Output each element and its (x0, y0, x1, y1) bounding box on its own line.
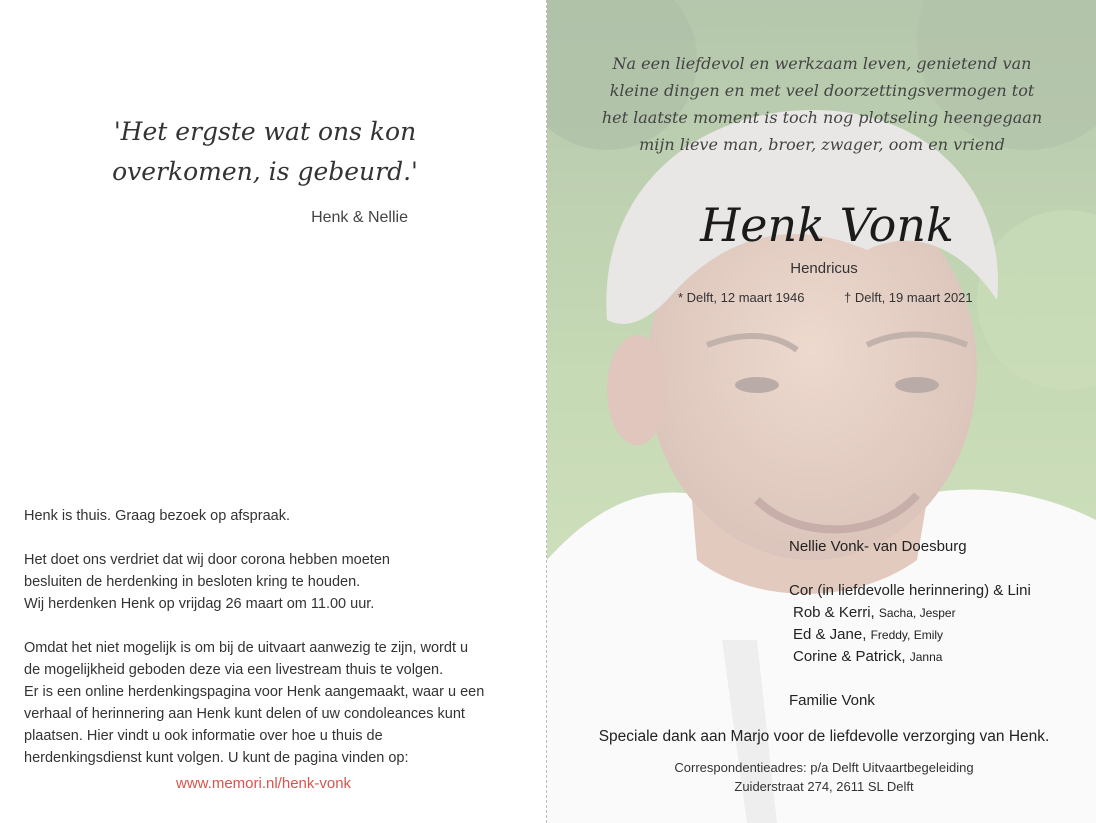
paragraph-line: verhaal of herinnering aan Henk kunt delen of uw condoleances kunt (24, 706, 465, 722)
announcement (547, 0, 1096, 823)
given-name: Hendricus (790, 260, 858, 277)
right-page (547, 0, 1096, 823)
paragraph-line: Wij herdenken Henk op vrijdag 26 maart om 11.00 uur. (24, 596, 375, 612)
left-page (0, 0, 547, 823)
paragraph-line: herdenkingsdienst kunt volgen. U kunt de pagina vinden op: (24, 750, 409, 766)
death-date: † Delft, 19 maart 2021 (844, 290, 973, 305)
quote-signature: Henk & Nellie (311, 209, 408, 226)
livestream-paragraph (24, 637, 524, 769)
corona-paragraph (24, 549, 524, 615)
spouse-name: Nellie Vonk- van Doesburg (789, 538, 967, 555)
paragraph-line: Omdat het niet mogelijk is om bij de uitvaart aanwezig te zijn, wordt u (24, 640, 469, 656)
birth-date: * Delft, 12 maart 1946 (678, 290, 805, 305)
family-line: Rob & Kerri, Sacha, Jesper (793, 604, 956, 621)
family-line: Corine & Patrick, Janna (793, 648, 943, 665)
family-line: Cor (in liefdevolle herinnering) & Lini (789, 582, 1031, 599)
memori-link[interactable]: www.memori.nl/henk-vonk (176, 775, 352, 792)
paragraph-line: Er is een online herdenkingspagina voor Henk aangemaakt, waar u een (24, 684, 485, 700)
paragraph-line: besluiten de herdenking in besloten kring te houden. (24, 574, 361, 590)
intro-text: Na een liefdevol en werkzaam leven, genietend van kleine dingen en met veel doorzettingsvermogen tot het laatste moment is toch nog plotseling heengegaan mijn lieve man, broer, zwager, oom en vriend (601, 54, 1043, 154)
thanks-note: Speciale dank aan Marjo voor de liefdevolle verzorging van Henk. (598, 728, 1050, 745)
address-line: Correspondentieadres: p/a Delft Uitvaartbegeleiding (674, 760, 974, 775)
deceased-name: Henk Vonk (700, 198, 954, 252)
family-line: Ed & Jane, Freddy, Emily (793, 626, 944, 643)
address-line: Zuiderstraat 274, 2611 SL Delft (734, 779, 914, 794)
quote: 'Het ergste wat ons kon overkomen, is gebeurd.' (112, 117, 418, 186)
paragraph-line: plaatsen. Hier vindt u ook informatie over hoe u thuis de (24, 728, 383, 744)
paragraph-line: Het doet ons verdriet dat wij door corona hebben moeten (24, 552, 390, 568)
paragraph-line: de mogelijkheid geboden deze via een livestream thuis te volgen. (24, 662, 444, 678)
visit-note: Henk is thuis. Graag bezoek op afspraak. (24, 508, 290, 524)
family-line: Familie Vonk (789, 692, 875, 709)
